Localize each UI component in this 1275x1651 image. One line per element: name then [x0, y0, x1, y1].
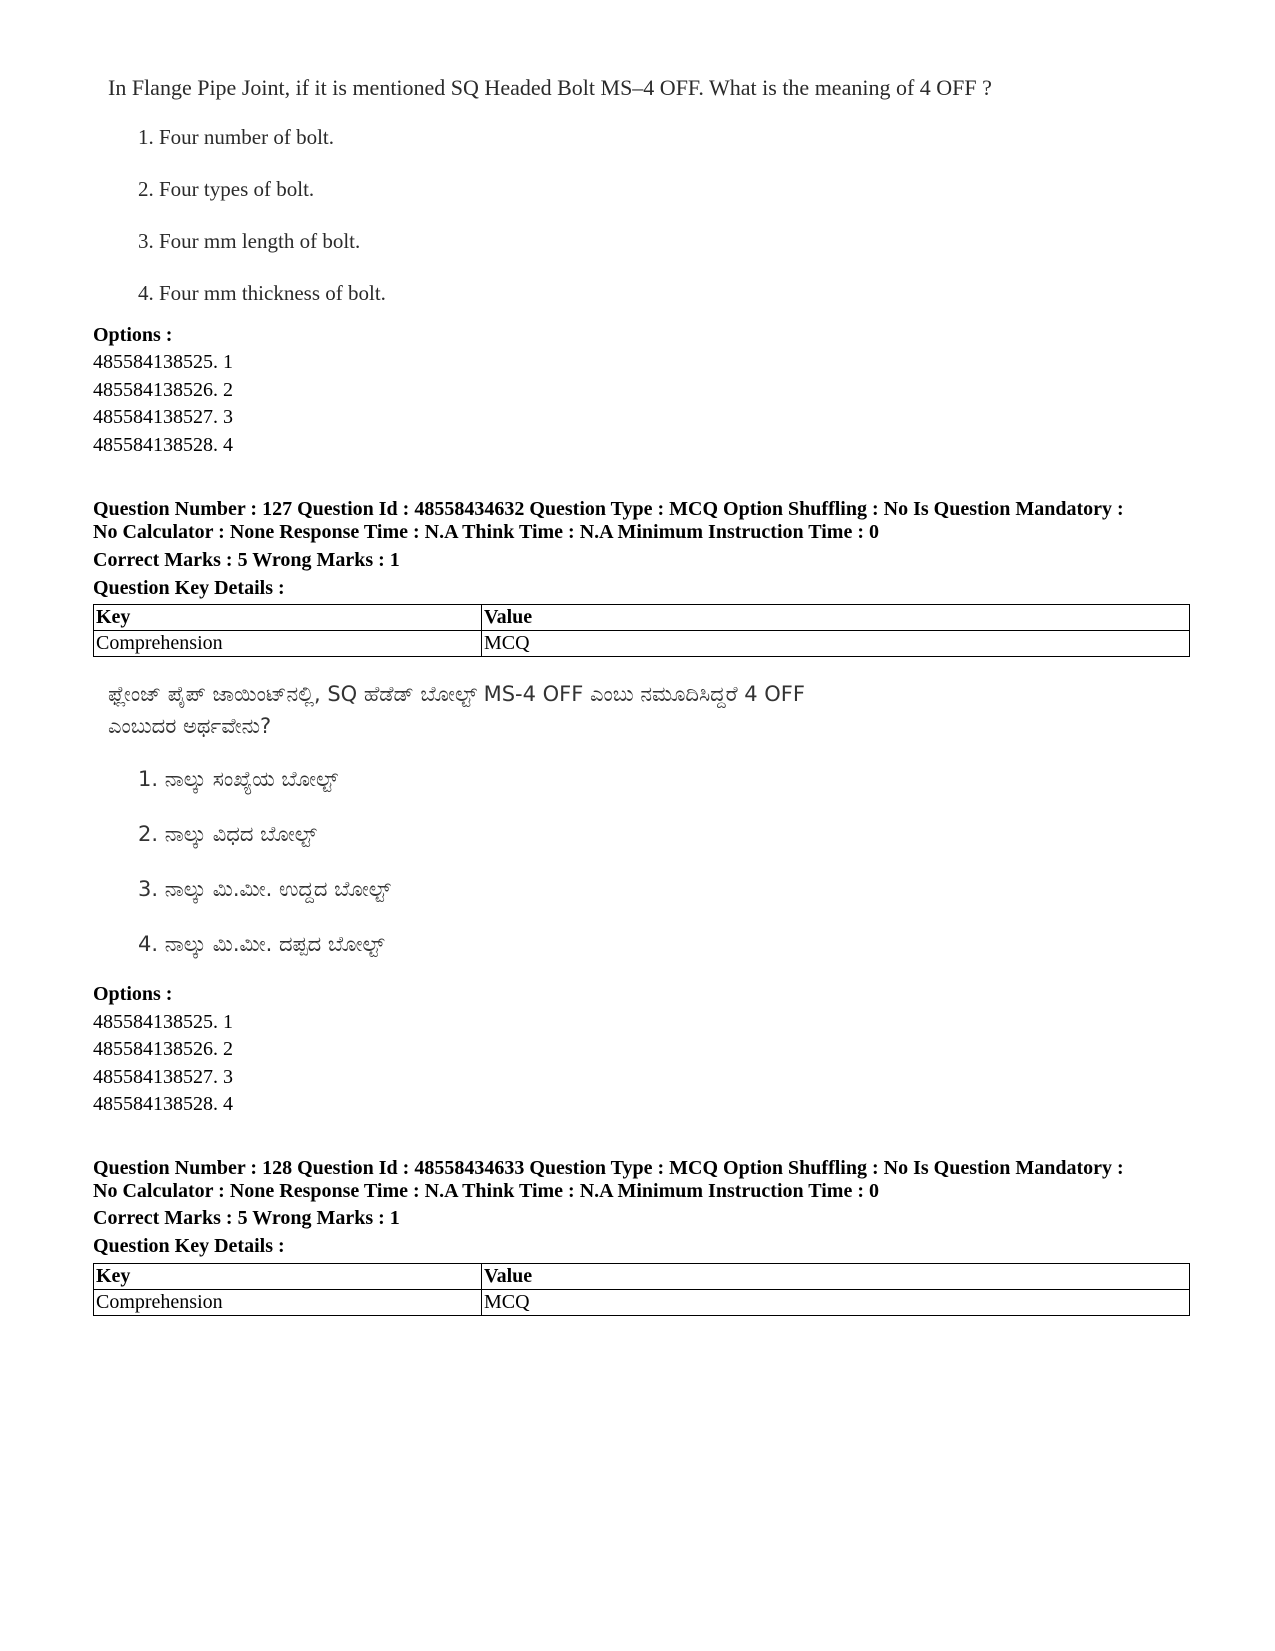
question-127-content: [108, 678, 1108, 968]
choice-2: 2. ನಾಲ್ಕು ವಿಧದ ಬೋಲ್ಟ್: [138, 822, 317, 846]
question-127-marks: Correct Marks : 5 Wrong Marks : 1: [93, 549, 400, 571]
table-cell-key: Comprehension: [94, 1290, 482, 1316]
question-128-key-details-label: Question Key Details :: [93, 1235, 285, 1257]
question-128-key-table: [93, 1263, 1190, 1316]
option-id-2: 485584138526. 2: [93, 379, 233, 401]
option-id-4: 485584138528. 4: [93, 1093, 233, 1115]
table-header-row: [94, 1264, 1190, 1290]
table-row: [94, 1290, 1190, 1316]
option-id-3: 485584138527. 3: [93, 406, 233, 428]
option-id-1: 485584138525. 1: [93, 1011, 233, 1033]
option-id-4: 485584138528. 4: [93, 434, 233, 456]
table-header-value: Value: [482, 1264, 1190, 1290]
choice-4: 4. Four mm thickness of bolt.: [138, 281, 386, 305]
question-128-meta-line2: No Calculator : None Response Time : N.A Think Time : N.A Minimum Instruction Time : 0: [93, 1180, 879, 1202]
question-stem: In Flange Pipe Joint, if it is mentioned SQ Headed Bolt MS–4 OFF. What is the meaning of 4 OFF ?: [108, 75, 992, 100]
question-127-key-details-label: Question Key Details :: [93, 577, 285, 599]
choice-3: 3. Four mm length of bolt.: [138, 229, 361, 253]
table-header-value: Value: [482, 605, 1190, 631]
question-127-meta-line2: No Calculator : None Response Time : N.A Think Time : N.A Minimum Instruction Time : 0: [93, 521, 879, 543]
choice-2: 2. Four types of bolt.: [138, 177, 315, 201]
choice-3: 3. ನಾಲ್ಕು ಮಿ.ಮೀ. ಉದ್ದದ ಬೋಲ್ಟ್: [138, 877, 391, 901]
choice-1: 1. ನಾಲ್ಕು ಸಂಖ್ಯೆಯ ಬೋಲ್ಟ್: [138, 767, 338, 791]
option-id-3: 485584138527. 3: [93, 1066, 233, 1088]
options-label: Options :: [93, 324, 173, 346]
options-label: Options :: [93, 983, 173, 1005]
option-id-1: 485584138525. 1: [93, 351, 233, 373]
table-header-row: [94, 605, 1190, 631]
question-stem-line1: ಫ್ಲೇಂಜ್ ಪೈಪ್ ಜಾಯಿಂಟ್‌ನಲ್ಲಿ, SQ ಹೆಡೆಡ್ ಬೋಲ್ಟ್ MS-4 OFF ಎಂಬು ನಮೂದಿಸಿದ್ದರೆ 4 OFF: [108, 682, 805, 706]
question-127-key-table: [93, 604, 1190, 657]
question-stem-line2: ಎಂಬುದರ ಅರ್ಥವೇನು?: [108, 714, 272, 738]
table-cell-key: Comprehension: [94, 631, 482, 657]
question-126-content: [108, 72, 1108, 322]
question-127-meta-line1: Question Number : 127 Question Id : 48558434632 Question Type : MCQ Option Shuffling : No Is Question Mandatory :: [93, 498, 1124, 520]
question-128-meta-line1: Question Number : 128 Question Id : 48558434633 Question Type : MCQ Option Shuffling : No Is Question Mandatory :: [93, 1157, 1124, 1179]
question-128-marks: Correct Marks : 5 Wrong Marks : 1: [93, 1207, 400, 1229]
option-id-2: 485584138526. 2: [93, 1038, 233, 1060]
choice-1: 1. Four number of bolt.: [138, 125, 334, 149]
table-row: [94, 631, 1190, 657]
table-cell-value: MCQ: [482, 1290, 1190, 1316]
table-header-key: Key: [94, 605, 482, 631]
table-header-key: Key: [94, 1264, 482, 1290]
choice-4: 4. ನಾಲ್ಕು ಮಿ.ಮೀ. ದಪ್ಪದ ಬೋಲ್ಟ್: [138, 932, 385, 956]
table-cell-value: MCQ: [482, 631, 1190, 657]
